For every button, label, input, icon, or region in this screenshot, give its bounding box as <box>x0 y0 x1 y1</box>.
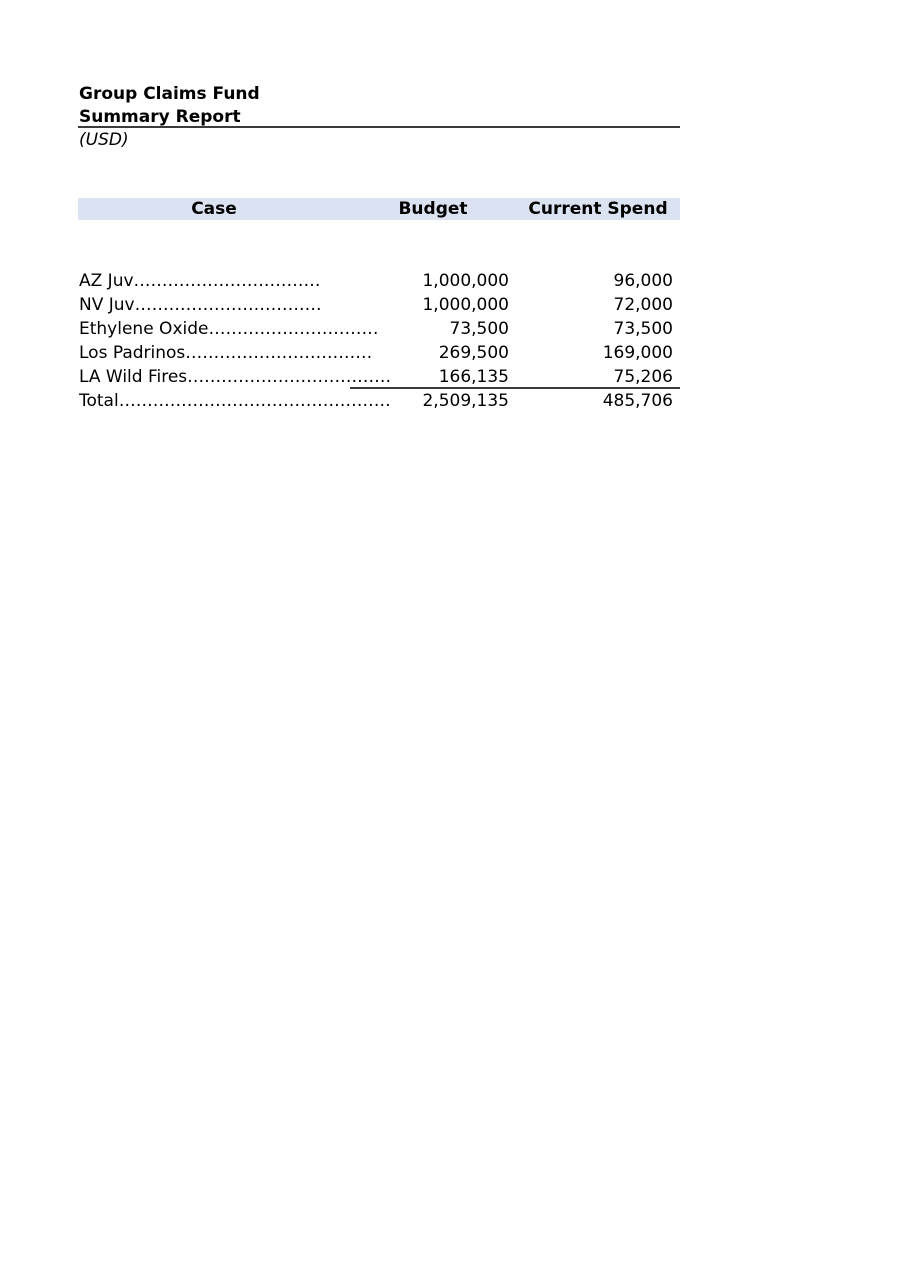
budget-cell: 269,500 <box>438 343 509 363</box>
case-cell: Los Padrinos…………………………… <box>79 343 373 363</box>
budget-cell: 1,000,000 <box>422 295 509 315</box>
table-row-los-padrinos <box>78 341 680 365</box>
table-header-row <box>78 198 680 220</box>
table-row-total <box>78 389 680 413</box>
report-subtitle: Summary Report <box>79 107 241 127</box>
spend-cell: 73,500 <box>613 319 673 339</box>
report-title: Group Claims Fund <box>79 84 260 104</box>
case-cell: NV Juv…………………………… <box>79 295 322 315</box>
budget-cell: 73,500 <box>449 319 509 339</box>
spend-cell: 75,206 <box>516 365 680 389</box>
title-underline <box>78 126 680 128</box>
column-header-current-spend: Current Spend <box>528 199 668 219</box>
case-cell: LA Wild Fires……………………………… <box>79 367 392 387</box>
total-budget-cell: 2,509,135 <box>422 391 509 411</box>
budget-cell: 1,000,000 <box>422 271 509 291</box>
case-cell: AZ Juv…………………………… <box>79 271 321 291</box>
spend-cell: 96,000 <box>613 271 673 291</box>
column-header-budget: Budget <box>398 199 468 219</box>
total-label-cell: Total………………………………………… <box>79 391 391 411</box>
spend-cell: 169,000 <box>602 343 673 363</box>
total-spend-cell: 485,706 <box>602 391 673 411</box>
budget-cell: 166,135 <box>350 365 516 389</box>
table-row-nv-juv <box>78 293 680 317</box>
case-cell: Ethylene Oxide………………………… <box>79 319 379 339</box>
table-body <box>78 269 680 413</box>
table-row-la-wild-fires <box>78 365 680 389</box>
table-row-az-juv <box>78 269 680 293</box>
spend-cell: 72,000 <box>613 295 673 315</box>
table-row-ethylene-oxide <box>78 317 680 341</box>
currency-note: (USD) <box>79 130 129 150</box>
column-header-case: Case <box>191 199 237 219</box>
